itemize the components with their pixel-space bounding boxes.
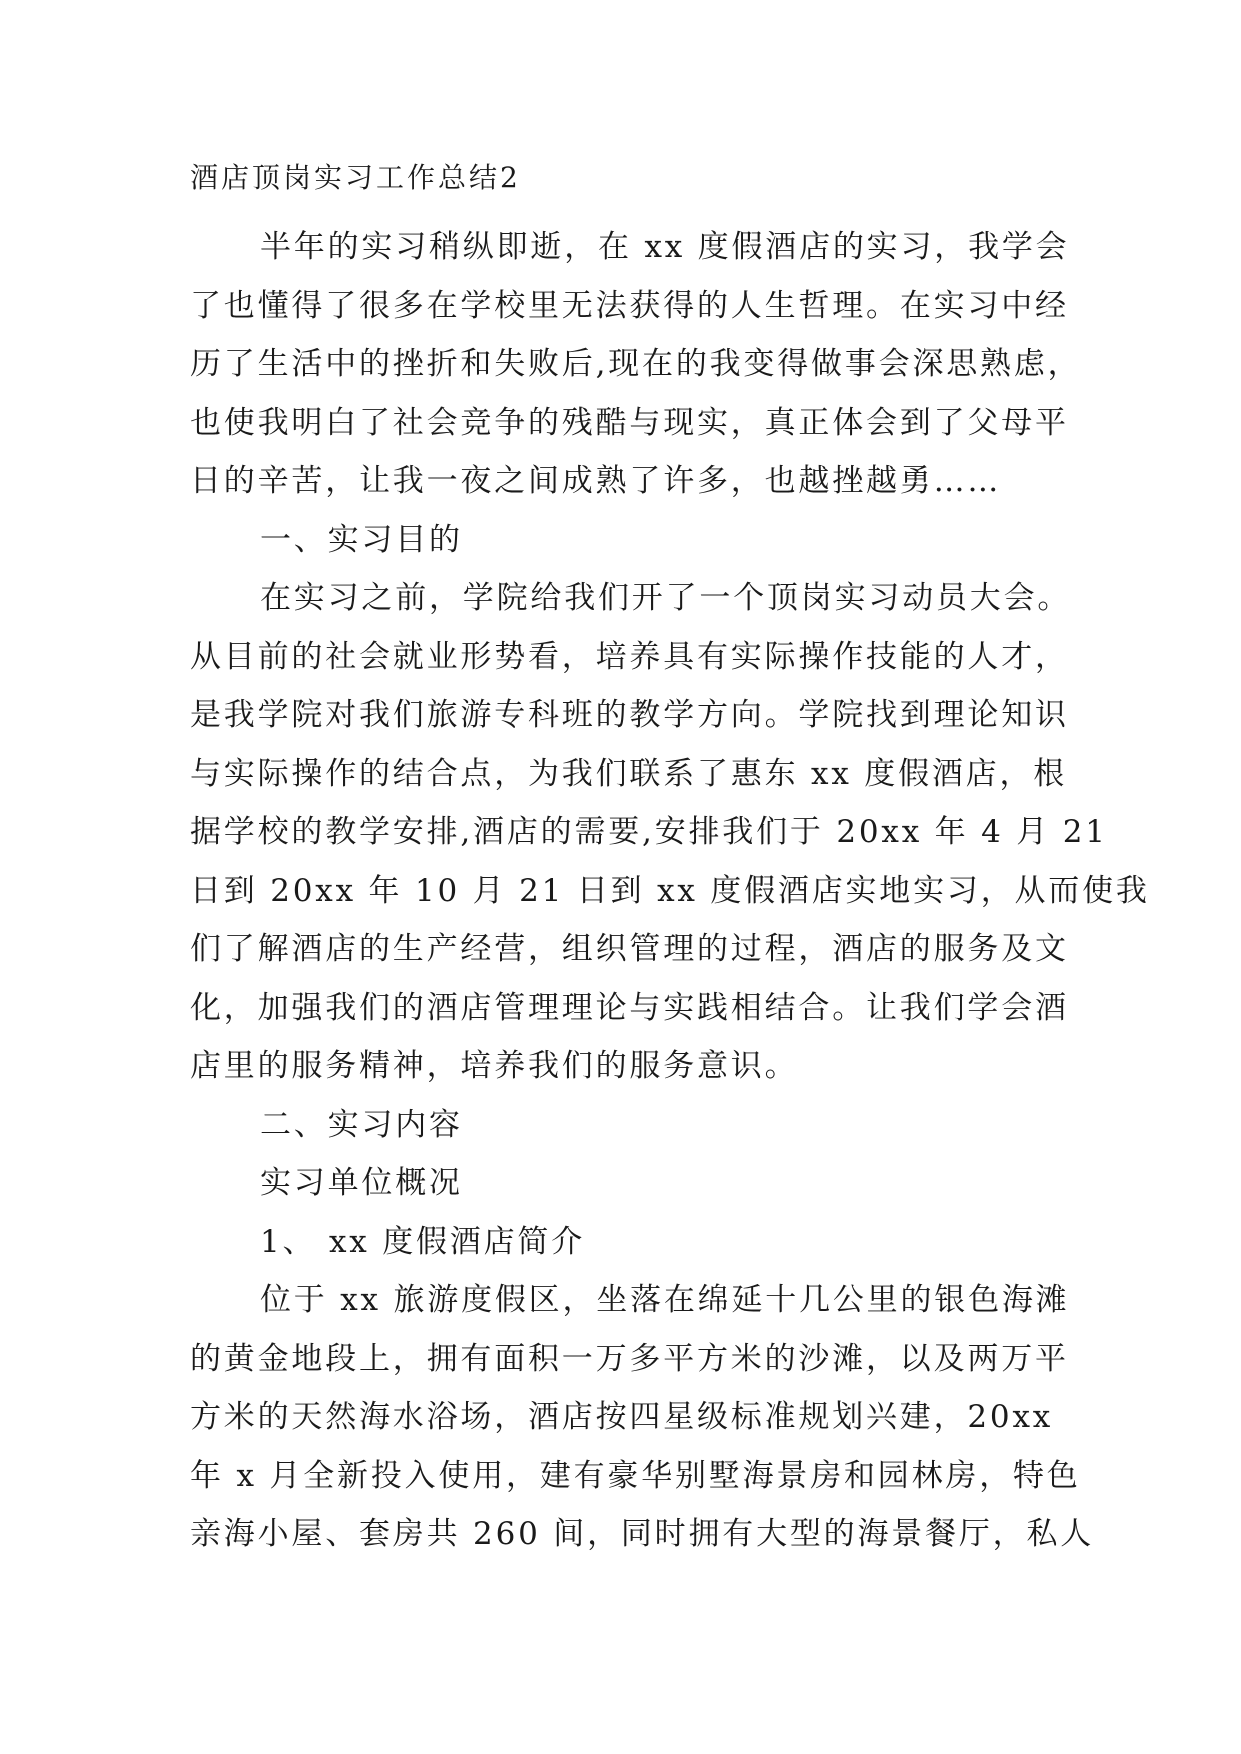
text-line: 从目前的社会就业形势看，培养具有实际操作技能的人才， — [190, 638, 1069, 675]
document-title: 酒店顶岗实习工作总结2 — [190, 161, 521, 194]
text-line: 是我学院对我们旅游专科班的教学方向。学院找到理论知识 — [190, 697, 1069, 733]
text-line: 据学校的教学安排,酒店的需要,安排我们于 20xx 年 4 月 21 — [190, 814, 1108, 850]
text-line: 们了解酒店的生产经营，组织管理的过程，酒店的服务及文 — [190, 931, 1069, 967]
text-line: 1、 xx 度假酒店简介 — [260, 1223, 585, 1260]
text-line: 化，加强我们的酒店管理理论与实践相结合。让我们学会酒 — [190, 989, 1069, 1026]
text-line: 半年的实习稍纵即逝，在 xx 度假酒店的实习，我学会 — [260, 229, 1070, 265]
text-line: 二、实习内容 — [260, 1106, 463, 1143]
text-line: 方米的天然海水浴场，酒店按四星级标准规划兴建，20xx — [190, 1399, 1054, 1435]
text-line: 的黄金地段上，拥有面积一万多平方米的沙滩，以及两万平 — [190, 1340, 1069, 1377]
text-line: 一、实习目的 — [260, 521, 463, 558]
document-body — [190, 158, 1150, 1564]
paragraph-lines — [190, 218, 1150, 1564]
text-line: 实习单位概况 — [260, 1165, 463, 1201]
text-line: 了也懂得了很多在学校里无法获得的人生哲理。在实习中经 — [190, 287, 1069, 324]
text-line: 也使我明白了社会竞争的残酷与现实，真正体会到了父母平 — [190, 404, 1069, 441]
text-line: 历了生活中的挫折和失败后,现在的我变得做事会深思熟虑， — [190, 346, 1082, 382]
text-line: 日到 20xx 年 10 月 21 日到 xx 度假酒店实地实习，从而使我 — [190, 872, 1150, 909]
text-line: 亲海小屋、套房共 260 间，同时拥有大型的海景餐厅，私人 — [190, 1516, 1095, 1552]
text-line: 年 x 月全新投入使用，建有豪华别墅海景房和园林房，特色 — [190, 1457, 1081, 1494]
text-line: 店里的服务精神，培养我们的服务意识。 — [190, 1048, 799, 1084]
text-line: 位于 xx 旅游度假区，坐落在绵延十几公里的银色海滩 — [260, 1282, 1070, 1318]
text-line: 在实习之前，学院给我们开了一个顶岗实习动员大会。 — [260, 580, 1072, 616]
text-line: 与实际操作的结合点，为我们联系了惠东 xx 度假酒店，根 — [190, 755, 1068, 792]
text-line: 日的辛苦，让我一夜之间成熟了许多，也越挫越勇…… — [190, 463, 1002, 499]
